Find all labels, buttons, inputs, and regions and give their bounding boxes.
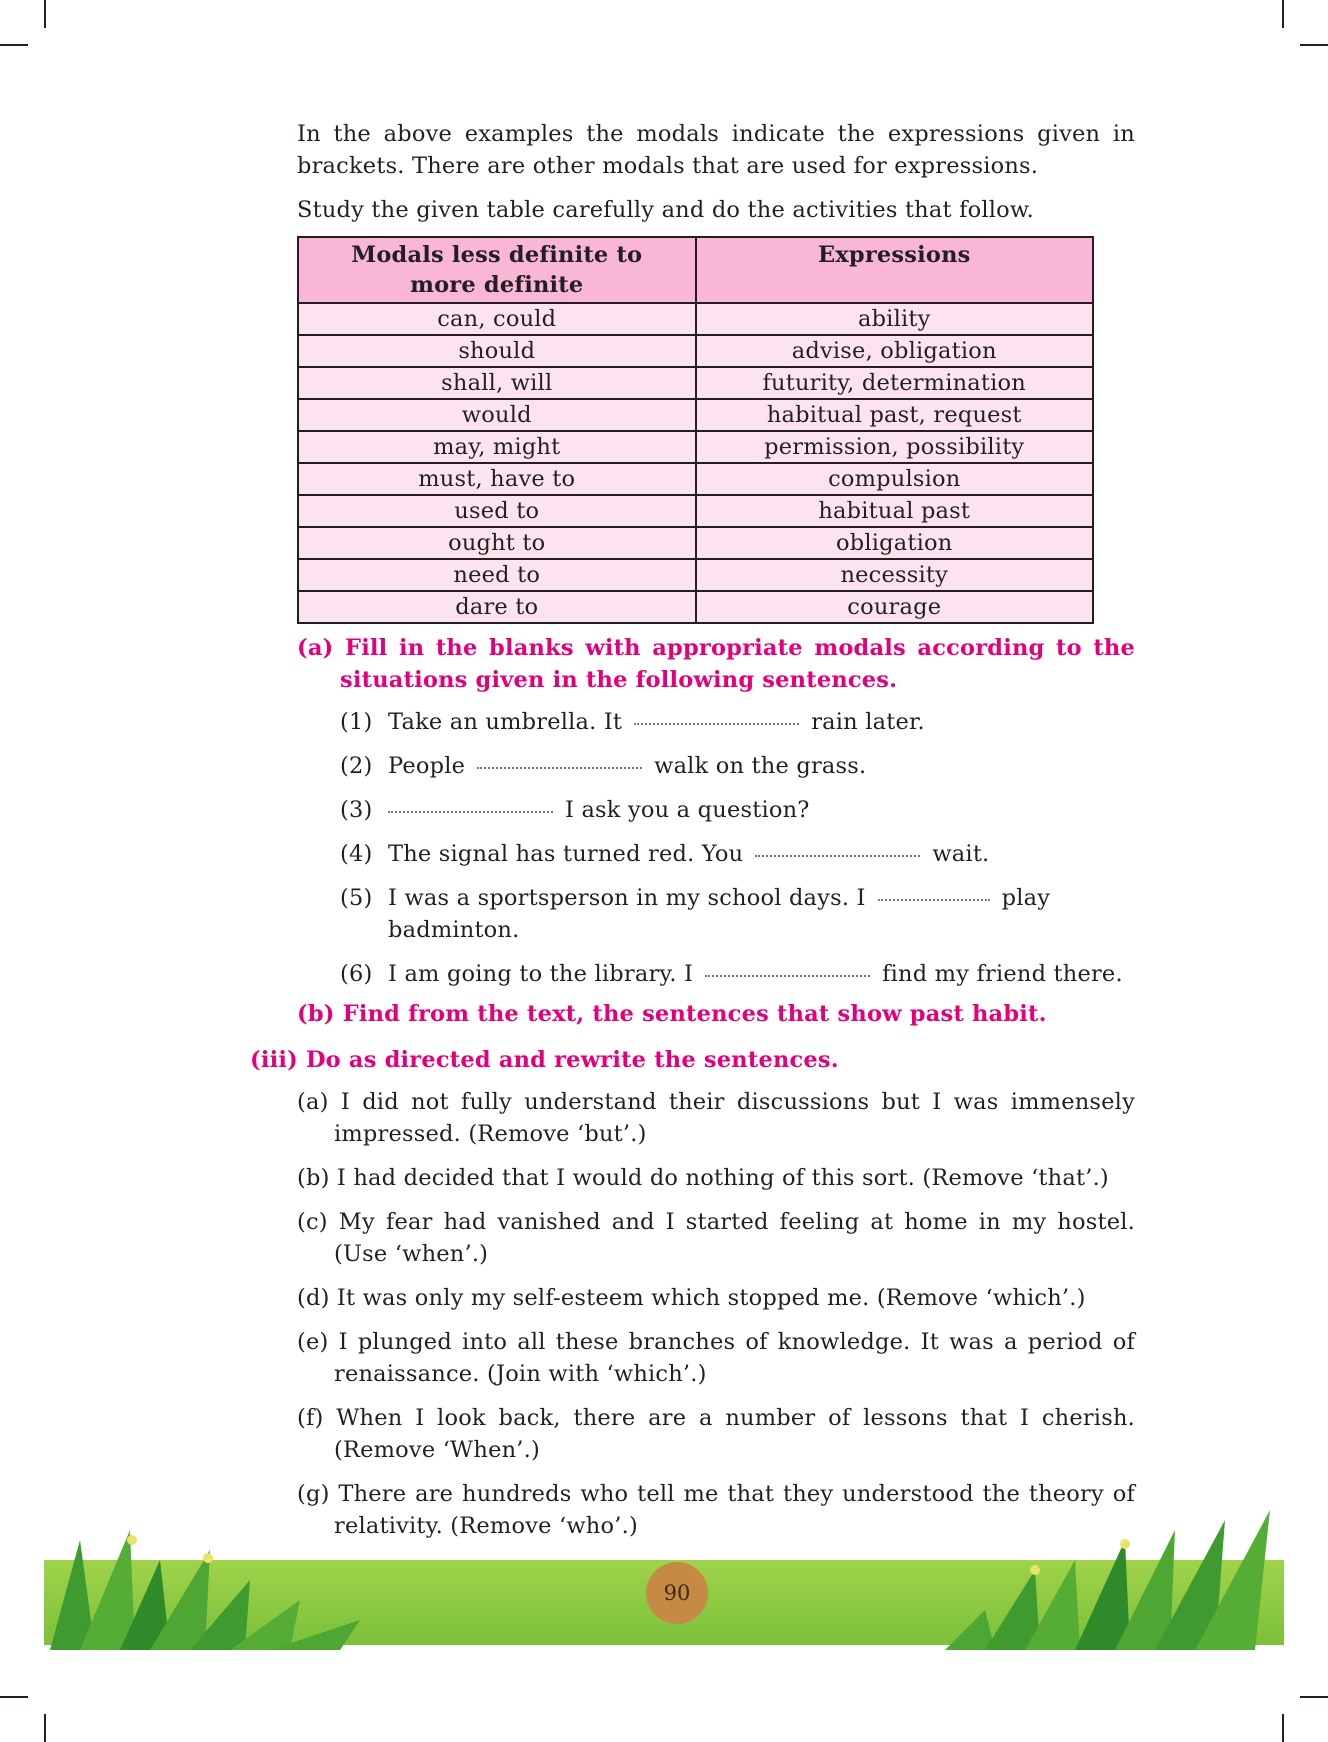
page-content: [250, 118, 1135, 1542]
blank-line: [878, 899, 990, 901]
item-sentence: [388, 750, 866, 782]
table-row: [298, 495, 1093, 527]
modals-table: [297, 236, 1094, 624]
blank-line: [755, 855, 920, 857]
list-item: [340, 750, 1135, 782]
table-row: [298, 303, 1093, 335]
list-item: (d) It was only my self-esteem which stopped me. (Remove ‘which’.): [297, 1285, 1086, 1311]
expression-cell: obligation: [696, 527, 1094, 559]
activity-a-heading: (a) Fill in the blanks with appropriate modals according to the situations given in the following sentences.: [297, 635, 1135, 693]
table-row: [298, 591, 1093, 623]
blank-line: [634, 723, 799, 725]
modal-cell: may, might: [298, 431, 696, 463]
item-sentence: [388, 838, 989, 870]
expression-cell: necessity: [696, 559, 1094, 591]
crop-mark: [1300, 1696, 1328, 1698]
sentence-start: Take an umbrella. It: [388, 709, 623, 735]
list-item: (g) There are hundreds who tell me that they understood the theory of relativity. (Remove ‘who’.): [297, 1481, 1135, 1539]
modal-cell: must, have to: [298, 463, 696, 495]
modal-cell: ought to: [298, 527, 696, 559]
list-item: [340, 706, 1135, 738]
item-number: (5): [340, 885, 373, 911]
item-number: (4): [340, 841, 373, 867]
expression-cell: compulsion: [696, 463, 1094, 495]
list-item: (f) When I look back, there are a number of lessons that I cherish. (Remove ‘When’.): [297, 1405, 1135, 1463]
sentence-end: wait.: [932, 841, 990, 867]
item-number: (2): [340, 753, 373, 779]
crop-mark: [0, 1696, 28, 1698]
sentence-start: I am going to the library. I: [388, 961, 694, 987]
expression-cell: habitual past: [696, 495, 1094, 527]
grass-left-illustration: [40, 1500, 400, 1650]
item-number: (1): [340, 709, 373, 735]
table-row: [298, 399, 1093, 431]
modal-cell: dare to: [298, 591, 696, 623]
expression-cell: futurity, determination: [696, 367, 1094, 399]
table-body: [298, 303, 1093, 623]
modal-cell: can, could: [298, 303, 696, 335]
item-number: (3): [340, 797, 373, 823]
sentence-end: find my friend there.: [882, 961, 1123, 987]
list-item: [340, 958, 1135, 990]
item-sentence: [388, 794, 810, 826]
crop-mark: [1282, 0, 1284, 28]
crop-mark: [1282, 1714, 1284, 1742]
table-row: [298, 527, 1093, 559]
table-row: [298, 559, 1093, 591]
page-number: 90: [646, 1562, 708, 1624]
modal-cell: shall, will: [298, 367, 696, 399]
list-item: [340, 838, 1135, 870]
item-sentence: [388, 882, 1135, 946]
crop-mark: [0, 44, 28, 46]
list-item: [340, 882, 1135, 946]
sentence-start: People: [388, 753, 466, 779]
modal-cell: need to: [298, 559, 696, 591]
sentence-start: I was a sportsperson in my school days. I: [388, 885, 866, 911]
list-item: [340, 794, 1135, 826]
intro-paragraph: In the above examples the modals indicate the expressions given in brackets. There are other modals that are used for expressions.: [297, 121, 1135, 179]
list-item: (a) I did not fully understand their discussions but I was immensely impressed. (Remove ‘but’.): [297, 1089, 1135, 1147]
modal-cell: should: [298, 335, 696, 367]
activity-b-heading: (b) Find from the text, the sentences that show past habit.: [297, 1001, 1047, 1027]
sentence-start: The signal has turned red. You: [388, 841, 744, 867]
fill-in-blanks-list: [340, 706, 1135, 990]
do-as-directed-list: [297, 1086, 1135, 1542]
table-row: [298, 463, 1093, 495]
blank-line: [388, 811, 553, 813]
list-item: (b) I had decided that I would do nothing of this sort. (Remove ‘that’.): [297, 1165, 1109, 1191]
section-iii-heading: (iii) Do as directed and rewrite the sentences.: [250, 1047, 839, 1073]
item-number: (6): [340, 961, 373, 987]
expression-cell: courage: [696, 591, 1094, 623]
column-header-expressions: Expressions: [696, 237, 1094, 303]
table-header-row: [298, 237, 1093, 303]
crop-mark: [1300, 44, 1328, 46]
modal-cell: used to: [298, 495, 696, 527]
crop-mark: [44, 0, 46, 28]
table-row: [298, 431, 1093, 463]
column-header-modals: Modals less definite to more definite: [298, 237, 696, 303]
grass-right-illustration: [925, 1500, 1285, 1650]
expression-cell: habitual past, request: [696, 399, 1094, 431]
item-sentence: [388, 958, 1123, 990]
expression-cell: permission, possibility: [696, 431, 1094, 463]
table-row: [298, 335, 1093, 367]
list-item: (e) I plunged into all these branches of knowledge. It was a period of renaissance. (Join with ‘which’.): [297, 1329, 1135, 1387]
sentence-end: play badminton.: [388, 885, 1051, 943]
blank-line: [705, 975, 870, 977]
modal-cell: would: [298, 399, 696, 431]
item-sentence: [388, 706, 925, 738]
sentence-end: rain later.: [811, 709, 925, 735]
instruction-paragraph: Study the given table carefully and do the activities that follow.: [297, 197, 1035, 223]
list-item: (c) My fear had vanished and I started feeling at home in my hostel. (Use ‘when’.): [297, 1209, 1135, 1267]
sentence-end: I ask you a question?: [565, 797, 810, 823]
blank-line: [477, 767, 642, 769]
table-row: [298, 367, 1093, 399]
sentence-end: walk on the grass.: [654, 753, 867, 779]
crop-mark: [44, 1714, 46, 1742]
expression-cell: ability: [696, 303, 1094, 335]
expression-cell: advise, obligation: [696, 335, 1094, 367]
